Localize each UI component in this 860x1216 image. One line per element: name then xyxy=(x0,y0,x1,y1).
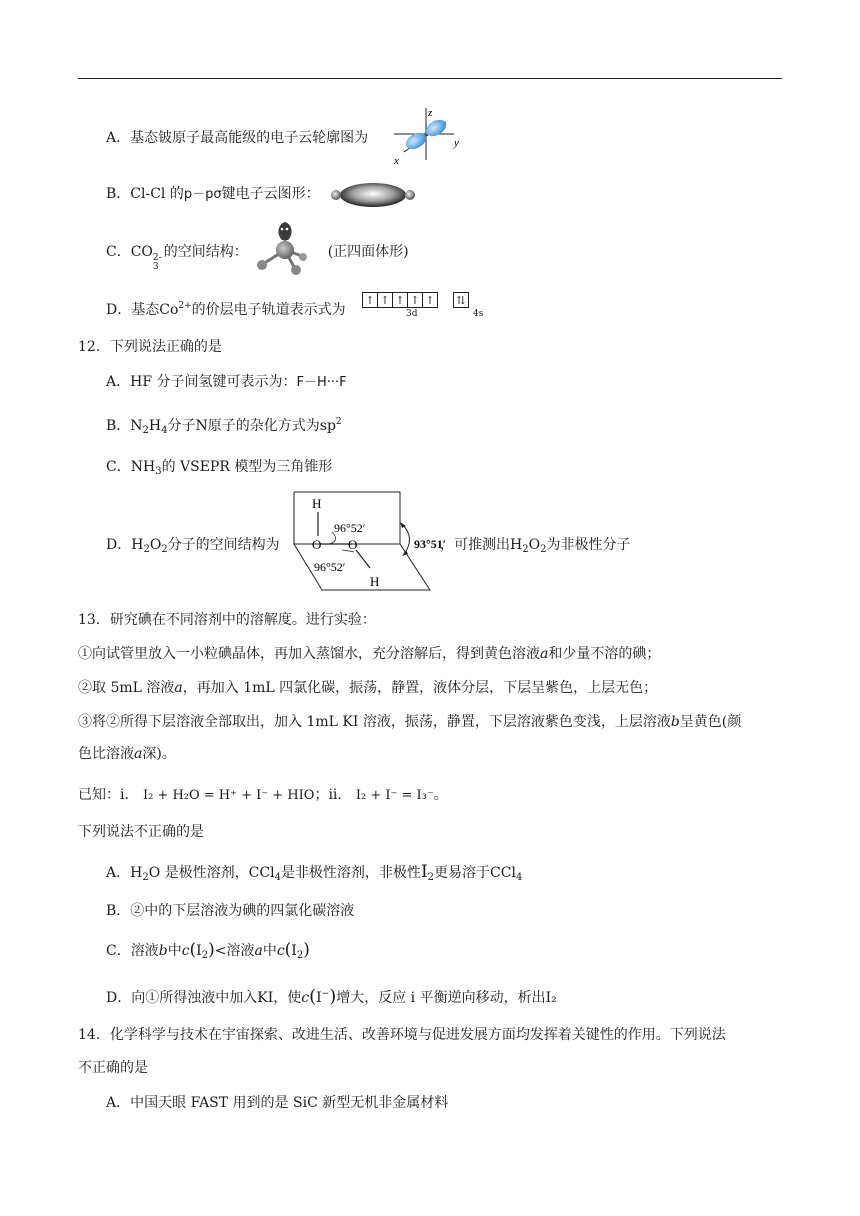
q13-step3-continued: 色比溶液a深)。 xyxy=(78,746,176,762)
o1-label: O xyxy=(312,537,322,552)
o2-label: O xyxy=(348,537,358,552)
q13-option-c: C．溶液b中$c(I_2)<$溶液a中$c(I_2)$ xyxy=(106,940,310,961)
q11-option-d: D．基态$Co^{2+}$的价层电子轨道表示式为 xyxy=(106,301,346,318)
orbital-3d-4: ↑ xyxy=(407,292,423,308)
q14-option-a: A．中国天眼 FAST 用到的是 SiC 新型无机非金属材料 xyxy=(106,1095,449,1111)
h-top-label: H xyxy=(312,496,322,511)
orbital-4s: ⇅ xyxy=(453,292,469,308)
orbital-3d-3: ↑ xyxy=(392,292,408,308)
q12-option-d-conclusion: ，可推测出$H_2O_2$为非极性分子 xyxy=(440,537,631,555)
q11-option-a: A．基态铍原子最高能级的电子云轮廓图为 xyxy=(106,130,369,146)
q12-option-b: B．$N_2H_4$分子N原子的杂化方式为$sp^2$ xyxy=(106,417,342,436)
orbital-3d-5: ↑ xyxy=(422,292,438,308)
orbital-3d-1: ↑ xyxy=(362,292,378,308)
q14-line1: 14．化学科学与技术在宇宙探索、改进生活、改善环境与促进发展方面均发挥着关键性的作用。下列说法 xyxy=(78,1027,726,1043)
p-orbital-diagram xyxy=(388,104,468,166)
q13-step3: ③将②所得下层溶液全部取出，加入 1mL KI 溶液，振荡，静置，下层溶液紫色变浅，上层溶液b呈黄色(颜 xyxy=(78,714,742,730)
q12-option-d: D．$H_2O_2$分子的空间结构为 xyxy=(106,537,280,555)
q13-ask: 下列说法不正确的是 xyxy=(78,824,204,840)
axis-y-label: y xyxy=(454,137,459,149)
co2-orbital-diagram xyxy=(362,292,484,320)
q12-option-c: C．$NH_3$的 VSEPR 模型为三角锥形 xyxy=(106,459,333,477)
q12-title: 12．下列说法正确的是 xyxy=(78,339,222,355)
dihedral-label: 93°51′ xyxy=(414,537,447,551)
q13-known: 已知：i． I₂ + H₂O = H⁺ + I⁻ + HIO；ii． I₂ + I⁻ = I₃⁻。 xyxy=(78,787,448,803)
q13-option-a: A．$H_2O$ 是极性溶剂，CCl$_4$是非极性溶剂，非极性$I_2$更易溶于CCl$_4$ xyxy=(106,862,523,883)
header-rule xyxy=(78,78,782,79)
q11-option-c: C．CO 2- 3 的空间结构： (正四面体形) xyxy=(106,244,409,272)
h-bottom-label: H xyxy=(370,574,380,589)
carbonate-structure-model xyxy=(250,220,310,282)
angle2-label: 96°52′ xyxy=(314,560,346,574)
q14-line2: 不正确的是 xyxy=(78,1060,148,1076)
orbital-3d-2: ↑ xyxy=(377,292,393,308)
label-4s: 4s xyxy=(473,309,484,319)
label-3d: 3d xyxy=(406,309,418,319)
axis-z-label: z xyxy=(428,107,433,119)
angle1-label: 96°52′ xyxy=(334,521,366,535)
axis-x-label: x xyxy=(394,155,399,167)
q11-option-b: B．Cl-Cl 的p－pσ键电子云图形： xyxy=(106,186,320,202)
h2o2-structure-diagram xyxy=(290,488,447,596)
q13-step2: ②取 5mL 溶液a，再加入 1mL 四氯化碳，振荡，静置，液体分层，下层呈紫色，上层无色； xyxy=(78,680,658,696)
q13-option-d: D．向①所得浊液中加入KI，使c(I−)增大，反应 i 平衡逆向移动，析出I₂ xyxy=(106,986,557,1007)
q12-option-a: A．HF 分子间氢键可表示为：F－H···F xyxy=(106,374,347,390)
q13-step1: ①向试管里放入一小粒碘晶体，再加入蒸馏水，充分溶解后，得到黄色溶液a和少量不溶的碘； xyxy=(78,646,661,662)
q13-option-b: B．②中的下层溶液为碘的四氯化碳溶液 xyxy=(106,903,355,919)
q13-title: 13．研究碘在不同溶剂中的溶解度。进行实验： xyxy=(78,612,376,628)
sigma-bond-diagram xyxy=(328,180,418,210)
